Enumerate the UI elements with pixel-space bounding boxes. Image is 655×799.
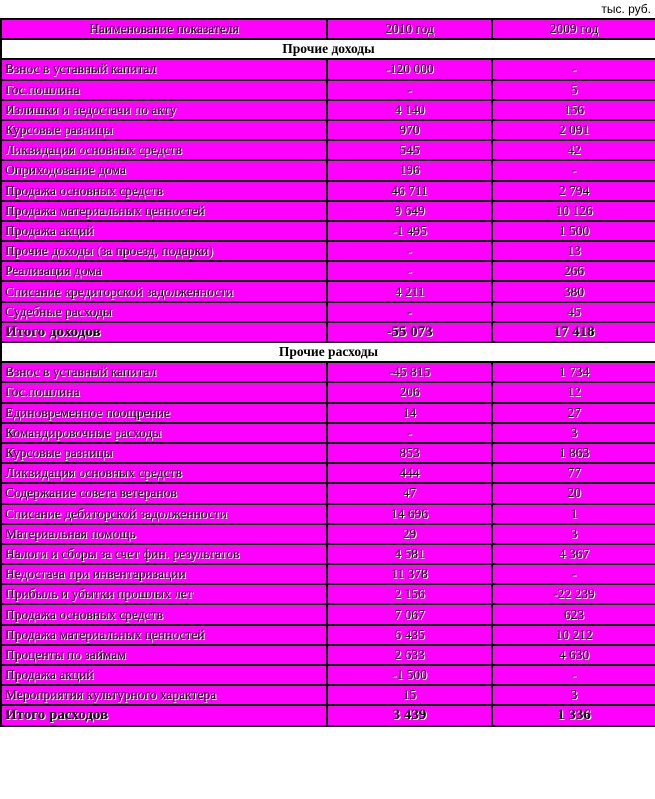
row-value-2010: 970 bbox=[327, 120, 492, 140]
table-row bbox=[1, 423, 655, 443]
row-value-2010: 29 bbox=[327, 524, 492, 544]
row-value-2009: - bbox=[492, 564, 655, 584]
table-row bbox=[1, 685, 655, 705]
table-row bbox=[1, 362, 655, 382]
row-value-2009: 45 bbox=[492, 302, 655, 322]
row-value-2010: - bbox=[327, 80, 492, 100]
row-value-2010: - bbox=[327, 302, 492, 322]
table-row bbox=[1, 504, 655, 524]
table-row bbox=[1, 604, 655, 624]
row-value-2010: 14 bbox=[327, 403, 492, 423]
row-value-2010: 4 211 bbox=[327, 281, 492, 301]
table-row bbox=[1, 564, 655, 584]
table-row bbox=[1, 382, 655, 402]
row-name: Продажа основных средств bbox=[1, 604, 327, 624]
total-row-expense bbox=[1, 705, 655, 725]
row-value-2010: -45 815 bbox=[327, 362, 492, 382]
table-row bbox=[1, 80, 655, 100]
row-name: Списание кредиторской задолженности bbox=[1, 281, 327, 301]
row-name: Продажа материальных ценностей bbox=[1, 201, 327, 221]
row-value-2009: 380 bbox=[492, 281, 655, 301]
row-value-2010: 444 bbox=[327, 463, 492, 483]
row-value-2010: 853 bbox=[327, 443, 492, 463]
table-row bbox=[1, 261, 655, 281]
row-value-2010: 11 378 bbox=[327, 564, 492, 584]
row-value-2009: 1 bbox=[492, 504, 655, 524]
header-2009: 2009 год bbox=[492, 19, 655, 39]
row-name: Ликвидация основных средств bbox=[1, 140, 327, 160]
row-value-2010: - bbox=[327, 261, 492, 281]
row-name: Ликвидация основных средств bbox=[1, 463, 327, 483]
table-row bbox=[1, 463, 655, 483]
table-row bbox=[1, 403, 655, 423]
row-name: Взнос в уставный капитал bbox=[1, 59, 327, 79]
row-value-2009: 1 500 bbox=[492, 221, 655, 241]
row-name: Мероприятия культурного характера bbox=[1, 685, 327, 705]
row-value-2010: 4 140 bbox=[327, 100, 492, 120]
row-value-2009: 77 bbox=[492, 463, 655, 483]
row-value-2010: 196 bbox=[327, 160, 492, 180]
row-value-2009: 42 bbox=[492, 140, 655, 160]
header-name: Наименование показателя bbox=[1, 19, 327, 39]
table-row bbox=[1, 524, 655, 544]
row-name: Прочие доходы (за проезд, подарки) bbox=[1, 241, 327, 261]
row-value-2010: 7 067 bbox=[327, 604, 492, 624]
total-row-income bbox=[1, 322, 655, 342]
table-row bbox=[1, 59, 655, 79]
row-name: Реализация дома bbox=[1, 261, 327, 281]
row-name: Недостача при инвентаризации bbox=[1, 564, 327, 584]
row-name: Командировочные расходы bbox=[1, 423, 327, 443]
row-value-2009: 20 bbox=[492, 483, 655, 503]
row-value-2010: - bbox=[327, 423, 492, 443]
table-row bbox=[1, 100, 655, 120]
row-value-2010: -1 495 bbox=[327, 221, 492, 241]
row-value-2009: 3 bbox=[492, 524, 655, 544]
row-name: Материальная помощь bbox=[1, 524, 327, 544]
row-name: Курсовые разницы bbox=[1, 120, 327, 140]
table-row bbox=[1, 584, 655, 604]
table-row bbox=[1, 443, 655, 463]
table-row bbox=[1, 544, 655, 564]
table-row bbox=[1, 281, 655, 301]
row-value-2009: - bbox=[492, 665, 655, 685]
row-value-2010: -120 000 bbox=[327, 59, 492, 79]
section-title-income: Прочие доходы bbox=[1, 39, 655, 59]
table-row bbox=[1, 645, 655, 665]
section-title-expense: Прочие расходы bbox=[1, 342, 655, 362]
row-value-2010: 206 bbox=[327, 382, 492, 402]
row-value-2009: - bbox=[492, 160, 655, 180]
row-value-2010: 46 711 bbox=[327, 181, 492, 201]
row-value-2009: -22 239 bbox=[492, 584, 655, 604]
row-value-2009: 1 863 bbox=[492, 443, 655, 463]
total-value-2010: 3 439 bbox=[327, 705, 492, 725]
row-value-2009: 2 091 bbox=[492, 120, 655, 140]
row-name: Продажа материальных ценностей bbox=[1, 625, 327, 645]
row-name: Списание дебиторской задолженности bbox=[1, 504, 327, 524]
row-name: Продажа акций bbox=[1, 665, 327, 685]
header-2010: 2010 год bbox=[327, 19, 492, 39]
row-name: Взнос в уставный капитал bbox=[1, 362, 327, 382]
table-row bbox=[1, 201, 655, 221]
row-name: Проценты по займам bbox=[1, 645, 327, 665]
total-value-2010: -55 073 bbox=[327, 322, 492, 342]
row-value-2010: 9 649 bbox=[327, 201, 492, 221]
table-row bbox=[1, 302, 655, 322]
table-row bbox=[1, 120, 655, 140]
section-row-income bbox=[1, 39, 655, 59]
row-name: Курсовые разницы bbox=[1, 443, 327, 463]
row-value-2009: 5 bbox=[492, 80, 655, 100]
row-value-2009: 10 126 bbox=[492, 201, 655, 221]
table-row bbox=[1, 241, 655, 261]
row-value-2009: 4 367 bbox=[492, 544, 655, 564]
row-value-2009: 3 bbox=[492, 685, 655, 705]
row-name: Прибыль и убытки прошлых лет bbox=[1, 584, 327, 604]
row-name: Налоги и сборы за счет фин. результатов bbox=[1, 544, 327, 564]
row-value-2009: 156 bbox=[492, 100, 655, 120]
row-value-2009: 4 630 bbox=[492, 645, 655, 665]
row-name: Излишки и недостачи по акту bbox=[1, 100, 327, 120]
row-value-2010: 2 633 bbox=[327, 645, 492, 665]
row-name: Продажа акций bbox=[1, 221, 327, 241]
row-value-2010: 15 bbox=[327, 685, 492, 705]
total-value-2009: 17 418 bbox=[492, 322, 655, 342]
section-row-expense bbox=[1, 342, 655, 362]
row-value-2009: 12 bbox=[492, 382, 655, 402]
header-row bbox=[1, 19, 655, 39]
table-row bbox=[1, 665, 655, 685]
unit-label: тыс. руб. bbox=[601, 2, 651, 16]
row-name: Судебные расходы bbox=[1, 302, 327, 322]
row-value-2010: - bbox=[327, 241, 492, 261]
row-value-2010: 4 581 bbox=[327, 544, 492, 564]
row-value-2009: 13 bbox=[492, 241, 655, 261]
row-name: Единовременное поощрение bbox=[1, 403, 327, 423]
row-name: Оприходование дома bbox=[1, 160, 327, 180]
financial-table bbox=[0, 18, 655, 727]
total-name: Итого доходов bbox=[1, 322, 327, 342]
row-name: Гос.пошлина bbox=[1, 80, 327, 100]
table-row bbox=[1, 160, 655, 180]
row-value-2009: 266 bbox=[492, 261, 655, 281]
total-name: Итого расходов bbox=[1, 705, 327, 725]
row-value-2009: 1 734 bbox=[492, 362, 655, 382]
row-value-2009: 2 794 bbox=[492, 181, 655, 201]
row-value-2009: 10 212 bbox=[492, 625, 655, 645]
row-value-2010: 14 696 bbox=[327, 504, 492, 524]
row-value-2009: 3 bbox=[492, 423, 655, 443]
row-value-2009: 27 bbox=[492, 403, 655, 423]
row-value-2010: 47 bbox=[327, 483, 492, 503]
row-name: Продажа основных средств bbox=[1, 181, 327, 201]
row-name: Содержание совета ветеранов bbox=[1, 483, 327, 503]
row-value-2009: - bbox=[492, 59, 655, 79]
row-value-2010: 6 435 bbox=[327, 625, 492, 645]
table-body bbox=[1, 19, 655, 726]
table-row bbox=[1, 625, 655, 645]
row-value-2010: 545 bbox=[327, 140, 492, 160]
table-row bbox=[1, 140, 655, 160]
table-row bbox=[1, 221, 655, 241]
total-value-2009: 1 336 bbox=[492, 705, 655, 725]
table-row bbox=[1, 181, 655, 201]
row-value-2010: -1 500 bbox=[327, 665, 492, 685]
row-value-2010: 2 156 bbox=[327, 584, 492, 604]
table-row bbox=[1, 483, 655, 503]
row-value-2009: 623 bbox=[492, 604, 655, 624]
row-name: Гос.пошлина bbox=[1, 382, 327, 402]
